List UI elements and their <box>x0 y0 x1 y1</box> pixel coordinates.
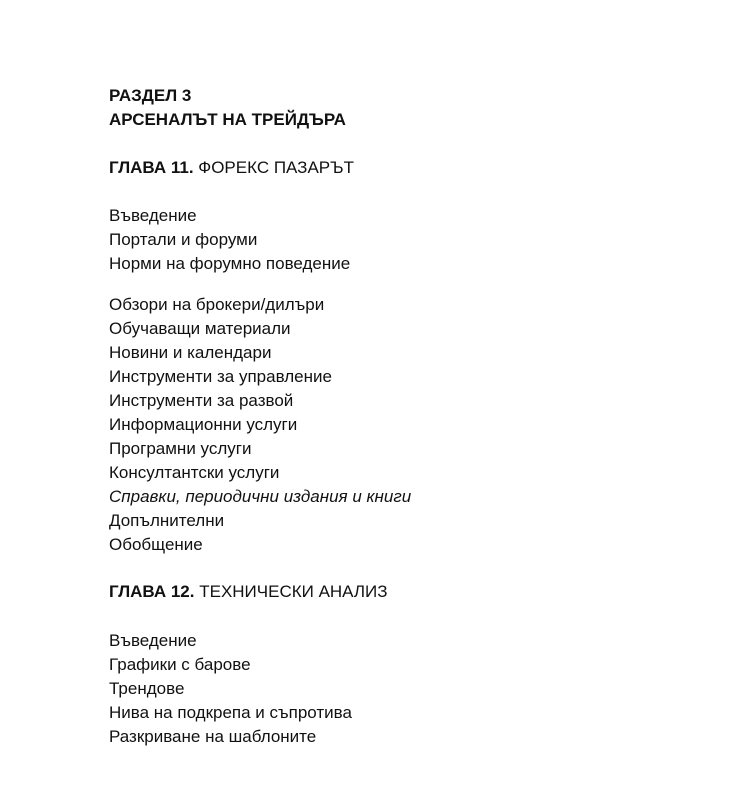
toc-item: Програмни услуги <box>109 439 252 458</box>
toc-item: Портали и форуми <box>109 230 258 249</box>
chapter-11-title: ФОРЕКС ПАЗАРЪТ <box>198 158 354 177</box>
chapter-11-resources-list <box>109 293 411 557</box>
toc-item: Допълнителни <box>109 511 225 530</box>
toc-item: Обзори на брокери/дилъри <box>109 295 325 314</box>
toc-item: Информационни услуги <box>109 415 298 434</box>
section-heading <box>109 84 346 132</box>
toc-item: Разкриване на шаблоните <box>109 727 317 746</box>
toc-item: Въведение <box>109 206 197 225</box>
toc-item: Нива на подкрепа и съпротива <box>109 703 352 722</box>
toc-item: Инструменти за управление <box>109 367 332 386</box>
toc-item: Въведение <box>109 631 197 650</box>
chapter-11-intro-list <box>109 204 350 276</box>
toc-item: Консултантски услуги <box>109 463 280 482</box>
toc-item-italic: Справки, периодични издания и книги <box>109 487 412 506</box>
section-title: АРСЕНАЛЪТ НА ТРЕЙДЪРА <box>109 110 346 129</box>
chapter-12-title: ТЕХНИЧЕСКИ АНАЛИЗ <box>199 582 388 601</box>
chapter-12-heading <box>109 580 388 604</box>
chapter-12-list <box>109 629 352 749</box>
toc-item: Норми на форумно поведение <box>109 254 351 273</box>
toc-item: Новини и календари <box>109 343 272 362</box>
toc-item: Трендове <box>109 679 185 698</box>
chapter-11-label: ГЛАВА 11. <box>109 158 194 177</box>
toc-item: Обобщение <box>109 535 203 554</box>
chapter-12-label: ГЛАВА 12. <box>109 582 195 601</box>
toc-item: Инструменти за развой <box>109 391 294 410</box>
chapter-11-heading <box>109 156 354 180</box>
document-page <box>109 0 709 812</box>
section-number: РАЗДЕЛ 3 <box>109 86 192 105</box>
toc-item: Обучаващи материали <box>109 319 291 338</box>
toc-item: Графики с барове <box>109 655 251 674</box>
